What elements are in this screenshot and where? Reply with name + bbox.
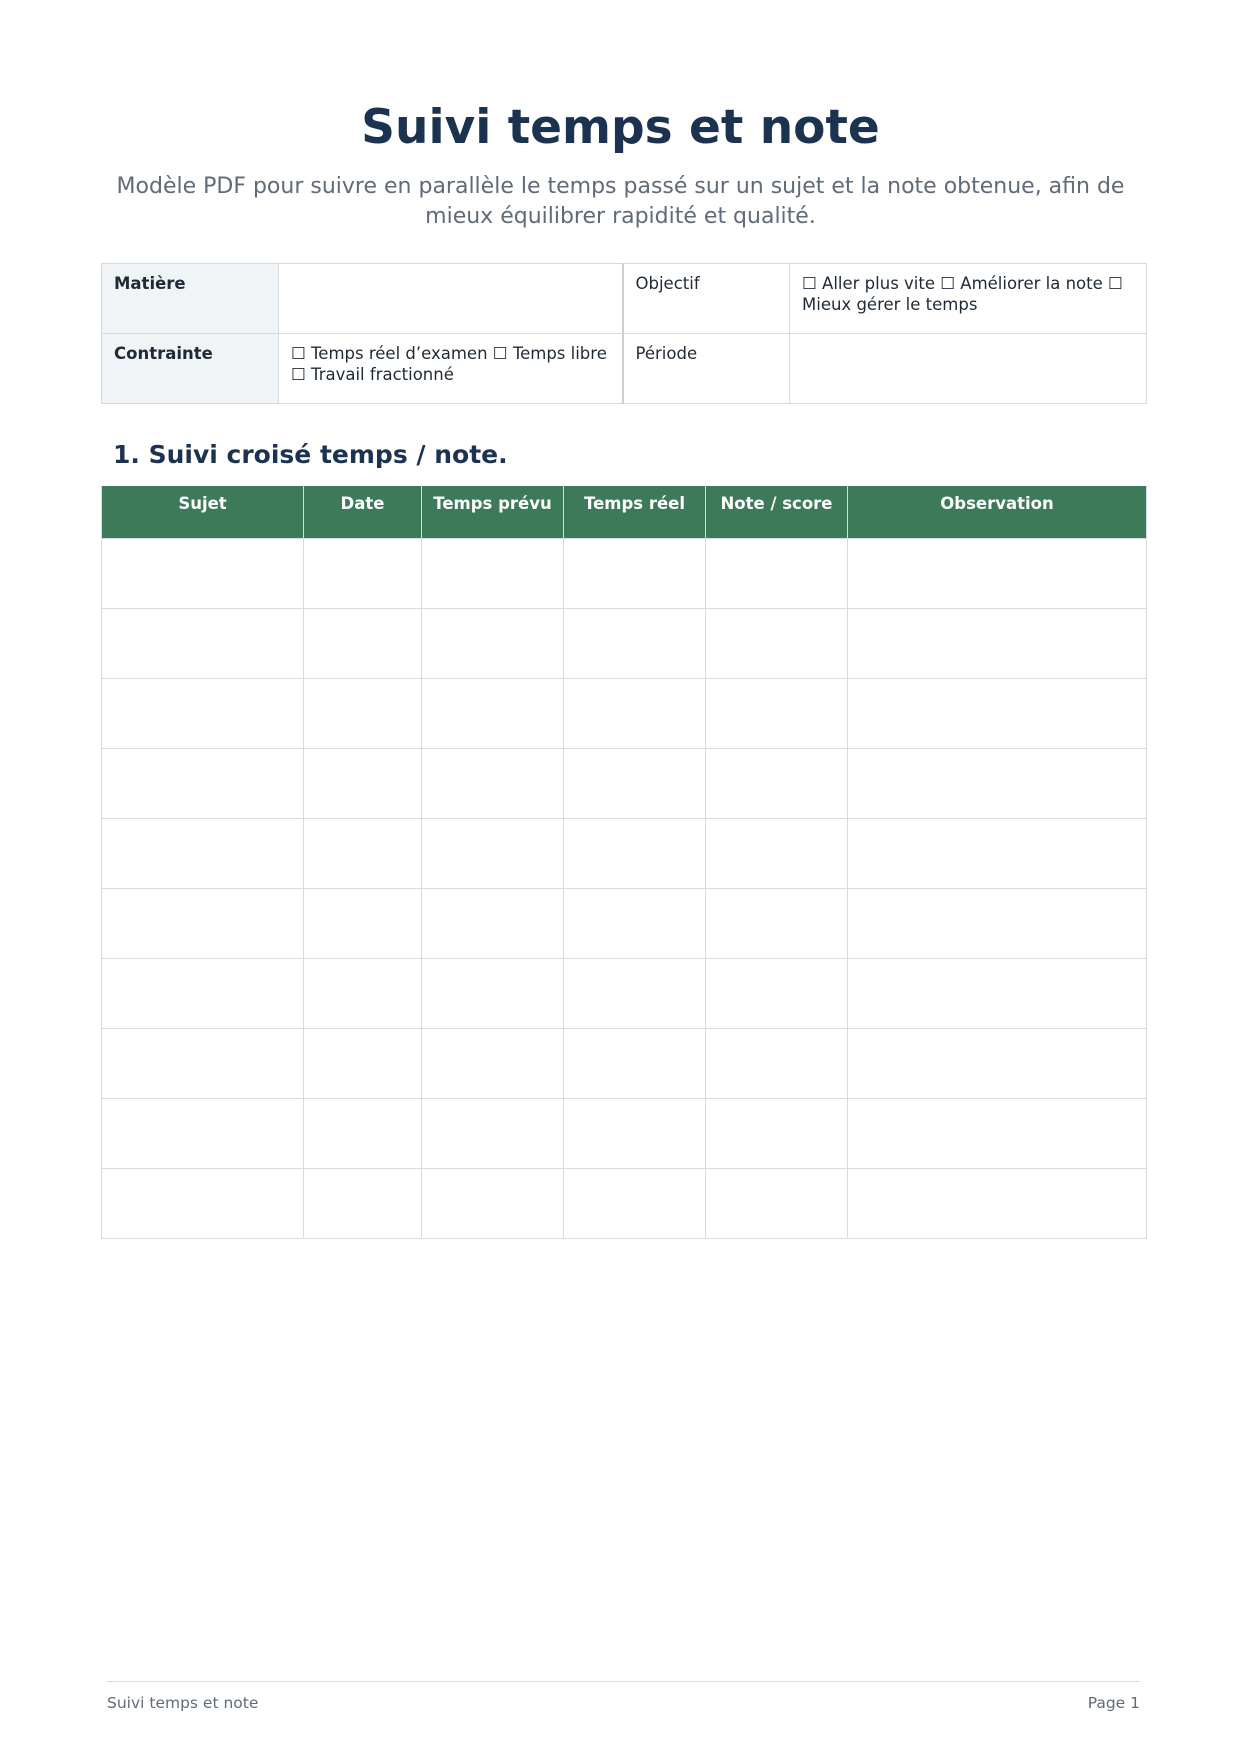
cell-temps-reel[interactable] xyxy=(564,538,706,608)
cell-sujet[interactable] xyxy=(102,958,304,1028)
contrainte-label: Contrainte xyxy=(102,334,279,404)
cell-temps-prevu[interactable] xyxy=(422,748,564,818)
cell-observation[interactable] xyxy=(848,608,1147,678)
section-heading: 1. Suivi croisé temps / note. xyxy=(113,440,508,469)
cell-sujet[interactable] xyxy=(102,678,304,748)
cell-date[interactable] xyxy=(304,1098,422,1168)
cell-observation[interactable] xyxy=(848,538,1147,608)
cell-observation[interactable] xyxy=(848,1168,1147,1238)
cell-note-score[interactable] xyxy=(706,608,848,678)
cell-note-score[interactable] xyxy=(706,958,848,1028)
cell-temps-prevu[interactable] xyxy=(422,678,564,748)
table-row xyxy=(102,678,1147,748)
cell-temps-reel[interactable] xyxy=(564,678,706,748)
cell-note-score[interactable] xyxy=(706,818,848,888)
cell-date[interactable] xyxy=(304,818,422,888)
header-note-score: Note / score xyxy=(706,486,848,538)
cell-note-score[interactable] xyxy=(706,538,848,608)
objectif-label: Objectif xyxy=(623,264,790,334)
objectif-options[interactable]: ☐ Aller plus vite ☐ Améliorer la note ☐ Mieux gérer le temps xyxy=(790,264,1147,334)
header-date: Date xyxy=(304,486,422,538)
cell-sujet[interactable] xyxy=(102,748,304,818)
cell-date[interactable] xyxy=(304,678,422,748)
info-row-contrainte xyxy=(102,334,1147,404)
cell-sujet[interactable] xyxy=(102,1028,304,1098)
cell-date[interactable] xyxy=(304,958,422,1028)
cell-observation[interactable] xyxy=(848,888,1147,958)
cell-sujet[interactable] xyxy=(102,888,304,958)
cell-temps-prevu[interactable] xyxy=(422,1098,564,1168)
cell-note-score[interactable] xyxy=(706,1168,848,1238)
tracking-body xyxy=(102,538,1147,1238)
info-row-matiere xyxy=(102,264,1147,334)
cell-sujet[interactable] xyxy=(102,818,304,888)
cell-observation[interactable] xyxy=(848,748,1147,818)
cell-temps-prevu[interactable] xyxy=(422,1028,564,1098)
cell-temps-prevu[interactable] xyxy=(422,818,564,888)
cell-temps-prevu[interactable] xyxy=(422,1168,564,1238)
cell-observation[interactable] xyxy=(848,1028,1147,1098)
cell-temps-reel[interactable] xyxy=(564,1028,706,1098)
header-temps-prevu: Temps prévu xyxy=(422,486,564,538)
cell-date[interactable] xyxy=(304,608,422,678)
info-table xyxy=(101,263,1147,404)
cell-temps-reel[interactable] xyxy=(564,608,706,678)
table-row xyxy=(102,958,1147,1028)
cell-observation[interactable] xyxy=(848,1098,1147,1168)
cell-temps-reel[interactable] xyxy=(564,818,706,888)
cell-date[interactable] xyxy=(304,1028,422,1098)
footer-divider xyxy=(107,1681,1140,1682)
tracking-header-row xyxy=(102,486,1147,538)
cell-temps-prevu[interactable] xyxy=(422,608,564,678)
periode-field[interactable] xyxy=(790,334,1147,404)
cell-sujet[interactable] xyxy=(102,1168,304,1238)
header-sujet: Sujet xyxy=(102,486,304,538)
cell-temps-prevu[interactable] xyxy=(422,888,564,958)
cell-note-score[interactable] xyxy=(706,1098,848,1168)
header-observation: Observation xyxy=(848,486,1147,538)
cell-temps-reel[interactable] xyxy=(564,888,706,958)
cell-date[interactable] xyxy=(304,1168,422,1238)
table-row xyxy=(102,888,1147,958)
cell-temps-prevu[interactable] xyxy=(422,538,564,608)
cell-date[interactable] xyxy=(304,538,422,608)
cell-note-score[interactable] xyxy=(706,1028,848,1098)
footer-page-number: Page 1 xyxy=(1087,1694,1140,1712)
cell-observation[interactable] xyxy=(848,678,1147,748)
cell-temps-reel[interactable] xyxy=(564,958,706,1028)
table-row xyxy=(102,1028,1147,1098)
periode-label: Période xyxy=(623,334,790,404)
document-subtitle: Modèle PDF pour suivre en parallèle le temps passé sur un sujet et la note obtenue, afin de mieux équilibrer rapidité et qualité. xyxy=(116,174,1125,229)
cell-date[interactable] xyxy=(304,888,422,958)
cell-note-score[interactable] xyxy=(706,888,848,958)
cell-note-score[interactable] xyxy=(706,748,848,818)
matiere-field[interactable] xyxy=(279,264,623,334)
cell-temps-prevu[interactable] xyxy=(422,958,564,1028)
matiere-label: Matière xyxy=(102,264,279,334)
cell-sujet[interactable] xyxy=(102,1098,304,1168)
table-row xyxy=(102,608,1147,678)
cell-observation[interactable] xyxy=(848,818,1147,888)
cell-sujet[interactable] xyxy=(102,538,304,608)
header-temps-reel: Temps réel xyxy=(564,486,706,538)
table-row xyxy=(102,1168,1147,1238)
cell-note-score[interactable] xyxy=(706,678,848,748)
table-row xyxy=(102,538,1147,608)
cell-temps-reel[interactable] xyxy=(564,1168,706,1238)
cell-temps-reel[interactable] xyxy=(564,1098,706,1168)
contrainte-options[interactable]: ☐ Temps réel d’examen ☐ Temps libre ☐ Travail fractionné xyxy=(279,334,623,404)
tracking-table xyxy=(101,486,1147,1239)
document-title: Suivi temps et note xyxy=(361,100,880,155)
footer-document-name: Suivi temps et note xyxy=(107,1694,259,1712)
table-row xyxy=(102,1098,1147,1168)
cell-temps-reel[interactable] xyxy=(564,748,706,818)
table-row xyxy=(102,748,1147,818)
cell-sujet[interactable] xyxy=(102,608,304,678)
cell-date[interactable] xyxy=(304,748,422,818)
table-row xyxy=(102,818,1147,888)
cell-observation[interactable] xyxy=(848,958,1147,1028)
